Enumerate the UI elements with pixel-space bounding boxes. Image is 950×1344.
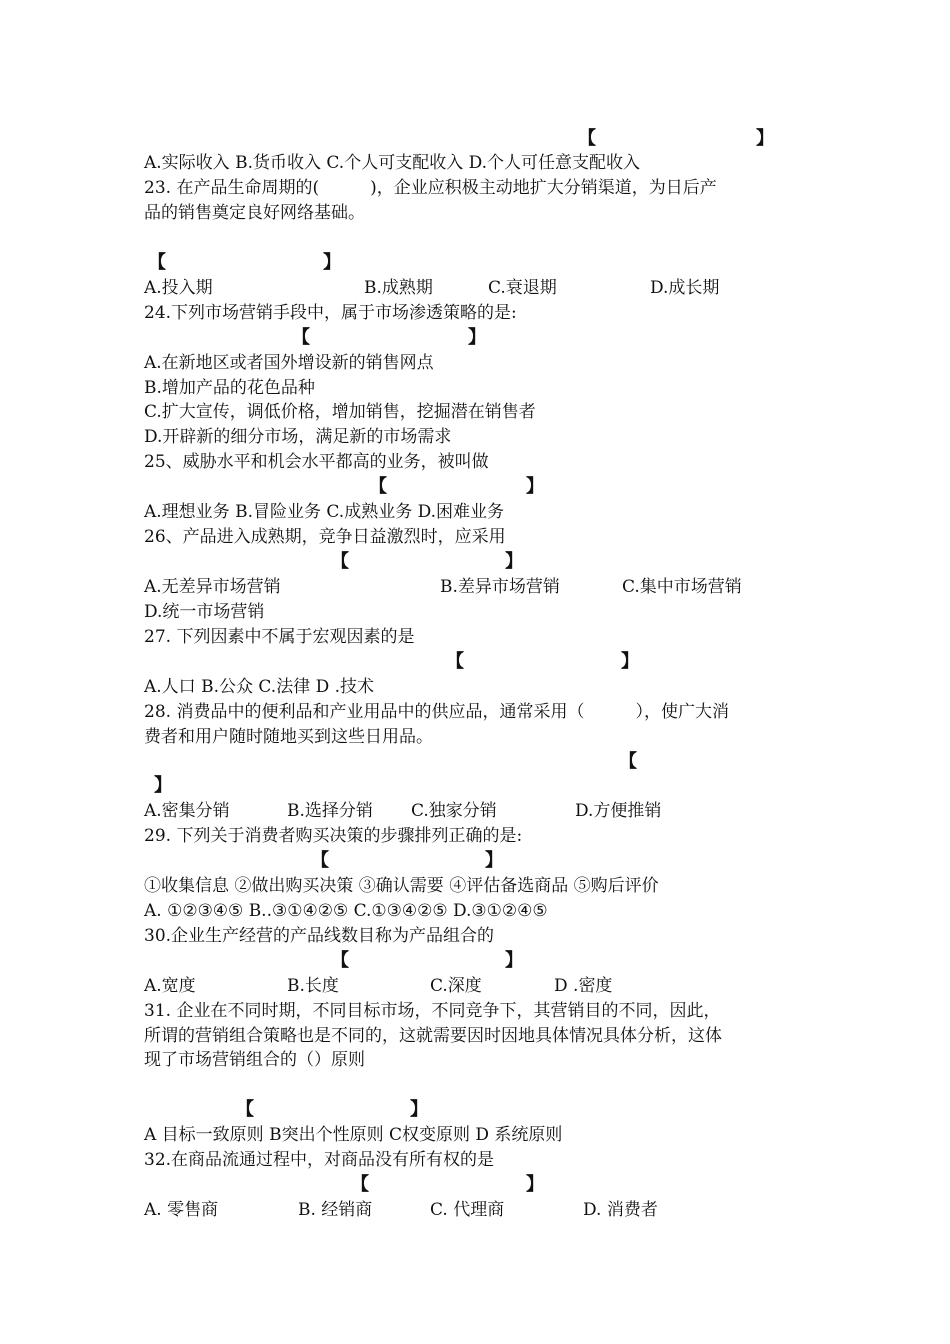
q28-option-b: B.选择分销 (287, 801, 373, 821)
answer-bracket-open: 【 (331, 551, 349, 572)
q30-option-a: A.宽度 (144, 976, 196, 996)
q25-options: A.理想业务 B.冒险业务 C.成熟业务 D.困难业务 (144, 502, 505, 522)
answer-bracket-open: 【 (578, 128, 596, 149)
q27-options: A.人口 B.公众 C.法律 D .技术 (144, 677, 375, 697)
q28-option-c: C.独家分销 (411, 801, 497, 821)
answer-bracket-open: 【 (446, 651, 464, 672)
q23-text-line2: 品的销售奠定良好网络基础。 (144, 203, 365, 223)
q28-text-line1: 28. 消费品中的便利品和产业用品中的供应品，通常采用（ ），使广大消 (144, 702, 729, 722)
q30-option-b: B.长度 (287, 976, 339, 996)
q24-text: 24.下列市场营销手段中，属于市场渗透策略的是: (144, 303, 517, 323)
q28-option-a: A.密集分销 (144, 801, 230, 821)
q27-text: 27. 下列因素中不属于宏观因素的是 (144, 627, 415, 647)
answer-bracket-close: 】 (323, 252, 341, 273)
q31-text-line1: 31. 企业在不同时期，不同目标市场，不同竞争下，其营销目的不同，因此， (144, 1001, 721, 1021)
q30-text: 30.企业生产经营的产品线数目称为产品组合的 (144, 926, 495, 946)
q29-text: 29. 下列关于消费者购买决策的步骤排列正确的是: (144, 826, 523, 846)
answer-bracket-close: 】 (154, 775, 172, 796)
q32-option-b: B. 经销商 (298, 1200, 373, 1220)
q28-option-d: D.方便推销 (575, 801, 662, 821)
q28-text-line2: 费者和用户随时随地买到这些日用品。 (144, 727, 433, 747)
q31-text-line2: 所谓的营销组合策略也是不同的，这就需要因时因地具体情况具体分析，这体 (144, 1026, 722, 1046)
answer-bracket-open: 【 (148, 252, 166, 273)
q32-option-a: A. 零售商 (144, 1200, 219, 1220)
answer-bracket-close: 】 (505, 551, 523, 572)
answer-bracket-close: 】 (468, 327, 486, 348)
answer-bracket-open: 【 (619, 751, 637, 772)
answer-bracket-close: 】 (621, 651, 639, 672)
q31-options: A 目标一致原则 B突出个性原则 C权变原则 D 系统原则 (144, 1125, 563, 1145)
answer-bracket-close: 】 (526, 1174, 544, 1195)
q30-option-c: C.深度 (430, 976, 482, 996)
q25-text: 25、威胁水平和机会水平都高的业务，被叫做 (144, 452, 489, 472)
q26-text: 26、产品进入成熟期，竞争日益激烈时，应采用 (144, 527, 506, 547)
q23-option-c: C.衰退期 (488, 278, 557, 298)
q26-option-d: D.统一市场营销 (144, 602, 265, 622)
q23-text-line1: 23. 在产品生命周期的( )，企业应积极主动地扩大分销渠道，为日后产 (144, 178, 717, 198)
q32-option-c: C. 代理商 (430, 1200, 505, 1220)
answer-bracket-close: 】 (505, 950, 523, 971)
answer-bracket-open: 【 (369, 476, 387, 497)
answer-bracket-close: 】 (410, 1099, 428, 1120)
q26-option-c: C.集中市场营销 (622, 577, 742, 597)
q24-option-d: D.开辟新的细分市场，满足新的市场需求 (144, 427, 452, 447)
q23-option-a: A.投入期 (144, 278, 213, 298)
q30-option-d: D .密度 (554, 976, 613, 996)
q22-options: A.实际收入 B.货币收入 C.个人可支配收入 D.个人可任意支配收入 (144, 153, 641, 173)
q24-option-b: B.增加产品的花色品种 (144, 378, 315, 398)
answer-bracket-open: 【 (311, 850, 329, 871)
q24-option-c: C.扩大宣传，调低价格，增加销售，挖掘潜在销售者 (144, 402, 536, 422)
q23-option-b: B.成熟期 (364, 278, 433, 298)
q32-option-d: D. 消费者 (583, 1200, 658, 1220)
q23-option-d: D.成长期 (650, 278, 720, 298)
q32-text: 32.在商品流通过程中，对商品没有所有权的是 (144, 1150, 495, 1170)
answer-bracket-close: 】 (526, 476, 544, 497)
q29-options: A. ①②③④⑤ B..③①④②⑤ C.①③④②⑤ D.③①②④⑤ (144, 901, 548, 921)
q24-option-a: A.在新地区或者国外增设新的销售网点 (144, 353, 434, 373)
q26-option-a: A.无差异市场营销 (144, 577, 281, 597)
answer-bracket-open: 【 (292, 327, 310, 348)
answer-bracket-open: 【 (351, 1174, 369, 1195)
q29-steps: ①收集信息 ②做出购买决策 ③确认需要 ④评估备选商品 ⑤购后评价 (144, 876, 659, 896)
answer-bracket-open: 【 (331, 950, 349, 971)
q26-option-b: B.差异市场营销 (440, 577, 560, 597)
answer-bracket-close: 】 (756, 128, 774, 149)
q31-text-line3: 现了市场营销组合的（）原则 (144, 1050, 365, 1070)
answer-bracket-close: 】 (485, 850, 503, 871)
answer-bracket-open: 【 (236, 1099, 254, 1120)
